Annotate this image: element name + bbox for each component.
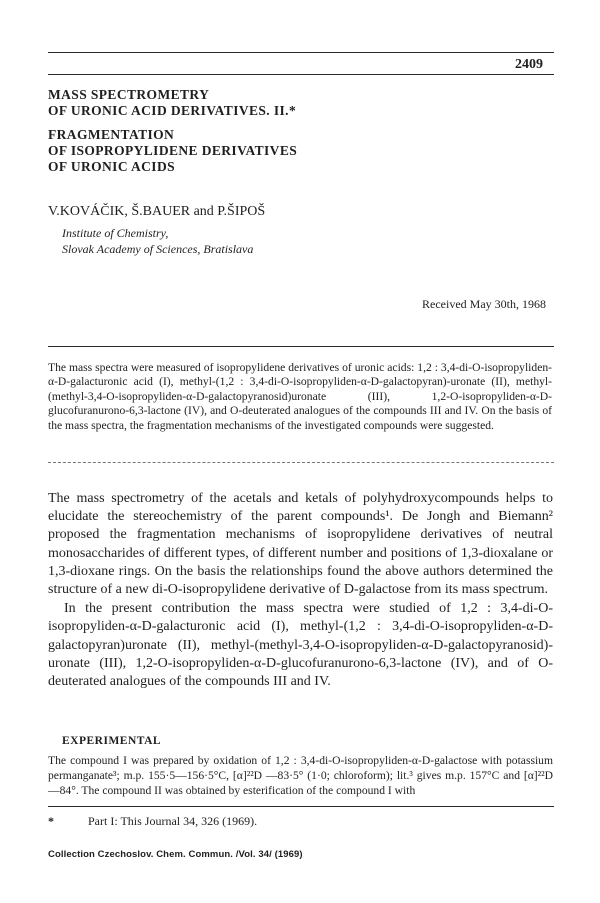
received-date: Received May 30th, 1968: [422, 297, 546, 311]
affiliation-line: Institute of Chemistry,: [62, 226, 169, 240]
title-line: MASS SPECTROMETRY: [48, 87, 210, 102]
authors: V.KOVÁČIK, Š.BAUER and P.ŠIPOŠ: [48, 204, 266, 219]
abstract-rule-bottom: [48, 462, 554, 463]
body-paragraph: In the present contribution the mass spectra were studied of 1,2 : 3,4-di-O-isopropyliden-α-D-galacturonic acid (I), methyl-(1,2 : 3,4-di-O-isopropyliden-α-D-galactopyran)uronate (II), methyl-(methyl-3,4-O-isopropyliden-α-D-galactopyranosid)-uronate (III), 1,2-O-isopropyliden-α-D-glucofuranurono-6,3-lactone (IV), and of O-deuterated analogues of the compounds III and IV.: [48, 601, 553, 690]
abstract: The mass spectra were measured of isopropylidene derivatives of uronic acids: 1,2 : 3,4-di-O-isopropyliden-α-D-galacturonic acid (I), methyl-(1,2 : 3,4-di-O-isopropyliden-α-D-galactopyran)-uronate (II), methyl-(methyl-3,4-O-isopropyliden-α-D-galactopyranosid)uronate (III), 1,2-O-isopropyliden-α-D-glucofuranurono-6,3-lactone (IV), and O-deuterated analogues of the compounds III and IV. On the basis of the mass spectra, the fragmentation mechanisms of the investigated compounds were suggested.: [48, 361, 552, 432]
section-heading: EXPERIMENTAL: [62, 735, 162, 747]
header-rule-bottom: [48, 74, 554, 75]
footnote-rule: [48, 806, 554, 807]
footnote-text: Part I: This Journal 34, 326 (1969).: [88, 814, 258, 828]
footnote-mark: *: [48, 814, 54, 828]
subtitle-line: FRAGMENTATION: [48, 127, 175, 142]
body-paragraph: The mass spectrometry of the acetals and ketals of polyhydroxycompounds helps to elucidate the stereochemistry of the parent compounds¹. De Jongh and Biemann² proposed the fragmentation mechanisms of isopropylidene derivatives of neutral monosaccharides of different types, of different number and positions of 1,3-dioxalane or 1,3-dioxane rings. On the basis the relationships found the above authors determined the structure of a new di-O-isopropylidene derivative of D-galactose from its mass spectrum.: [48, 491, 553, 598]
affiliation-line: Slovak Academy of Sciences, Bratislava: [62, 242, 254, 256]
affiliation: [62, 225, 253, 257]
journal-citation: Collection Czechoslov. Chem. Commun. /Vol. 34/ (1969): [48, 849, 303, 860]
experimental-text: The compound I was prepared by oxidation of 1,2 : 3,4-di-O-isopropyliden-α-D-galactose with potassium permanganate³; m.p. 155·5—156·5°C, [α]²²D —83·5° (1·0; chloroform); lit.³ gives m.p. 157°C and [α]²²D —84°. The compound II was obtained by esterification of the compound I with: [48, 754, 553, 797]
title-line: OF URONIC ACID DERIVATIVES. II.*: [48, 103, 297, 118]
subtitle-line: OF ISOPROPYLIDENE DERIVATIVES: [48, 143, 298, 158]
abstract-rule-top: [48, 346, 554, 347]
subtitle-line: OF URONIC ACIDS: [48, 159, 176, 174]
page-number: 2409: [515, 57, 543, 72]
header-rule-top: [48, 52, 554, 53]
article-subtitle: [48, 127, 568, 175]
body-text: [48, 490, 553, 692]
article-title: [48, 87, 568, 119]
footnote: [48, 814, 257, 829]
